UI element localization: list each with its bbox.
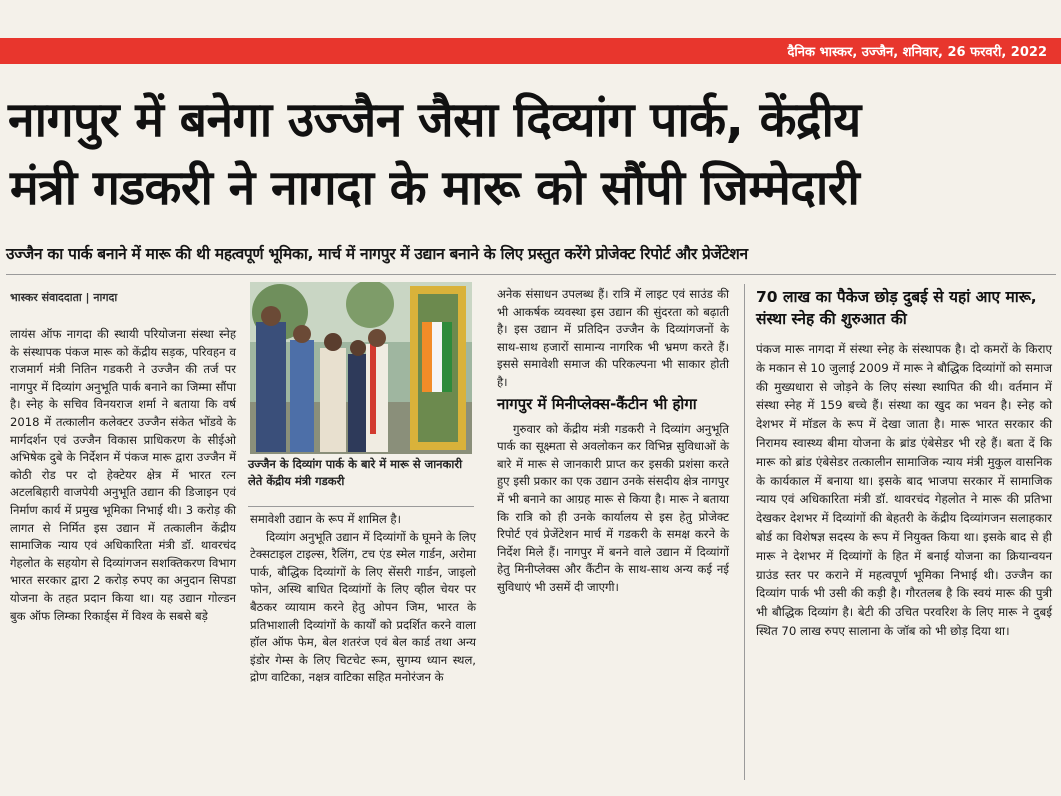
sidebar-paragraph: पंकज मारू नागदा में संस्था स्नेह के संस्थापक है। दो कमरों के किराए के मकान से 10 जुलाई 2009 में मारू ने बौद्धिक दिव्यांगों को समाज की मुख्यधारा से जोड़ने के लिए संस्था स्थापित की थी। वर्तमान में संस्था स्नेह में 159 बच्चे हैं। संस्था का खुद का भवन है। स्नेह को देशभर में मॉडल के रूप में देखा जाता है। मारू भारत सरकार की निरामय स्वास्थ्य बीमा योजना के ब्रांड एंबेसेडर भी रहे हैं। बता दें कि मारू को ब्रांड एंबेसेडर तत्कालीन सामाजिक न्याय मंत्री मुकुल वासनिक के कार्यकाल में बनाया था। इसके बाद भाजपा सरकार में सामाजिक न्याय एवं अधिकारिता मंत्री डॉ. थावरचंद गेहलोत ने मारू की प्रतिभा देखकर देशभर में दिव्यांगों की बेहतरी के केंद्रीय दिव्यांगजन सलाहकार बोर्ड का विशेषज्ञ सदस्य के रूप में नियुक्त किया था। इसके बाद से ही मारू ने देशभर में दिव्यांगों के हित में बनाई योजना का क्रियान्वयन ग्राउंड स्तर पर कराने में महत्वपूर्ण भूमिका निभाई थी। उज्जैन का दिव्यांग पार्क भी उसी की कड़ी है। गौरतलब है कि स्वयं मारू की पुत्री भी बौद्धिक दिव्यांग है। बेटी की उचित परवरिश के लिए मारू ने दुबई स्थित 70 लाख रुपए सालाना के जॉब को भी छोड़ दिया था। — [756, 342, 1052, 638]
caption-rule — [248, 506, 474, 507]
article-paragraph: गुरुवार को केंद्रीय मंत्री गडकरी ने दिव्यांग अनुभूति पार्क का सूक्ष्मता से अवलोकन कर विभिन्न सुविधाओं के बारे में मारू से जानकारी प्राप्त कर इसकी प्रशंसा करते हुए इसी प्रकार का एक उद्यान उनके संसदीय क्षेत्र नागपुर में भी बनाने का आग्रह मारू से किया है। मारू ने बताया कि रात्रि को ही उनके कार्यालय से इस हेतु प्रोजेक्ट रिपोर्ट एवं प्रेजेंटेशन मार्च में गडकरी के समक्ष करने के निर्देश मिले हैं। नागपुर में बनने वाले उद्यान में दिव्यांगों हेतु मिनीप्लेक्स और कैंटीन के साथ-साथ अन्य कई नई सुविधाएं भी उसमें दी जाएगी। — [497, 421, 729, 594]
sub-headline: उज्जैन का पार्क बनाने में मारू की थी महत्वपूर्ण भूमिका, मार्च में नागपुर में उद्यान बनाने के लिए प्रस्तुत करेंगे प्रोजेक्ट रिपोर्ट और प्रेजेंटेशन — [6, 245, 748, 263]
masthead-bar — [0, 38, 1061, 64]
sidebar-headline: 70 लाख का पैकेज छोड़ दुबई से यहां आए मारू, संस्था स्नेह की शुरुआत की — [756, 288, 1037, 328]
sidebar-body — [756, 340, 1052, 641]
article-paragraph: समावेशी उद्यान के रूप में शामिल है। — [250, 512, 401, 526]
article-paragraph: लायंस ऑफ नागदा की स्थायी परियोजना संस्था स्नेह के संस्थापक पंकज मारू को केंद्रीय सड़क, परिवहन व राजमार्ग मंत्री नितिन गडकरी ने उज्जैन की तर्ज पर नागपुर में दिव्यांग अनुभूति पार्क बनाने का जिम्मा सौंपा है। स्नेह के सचिव विनयराज शर्मा ने बताया कि वर्ष 2018 में तत्कालीन कलेक्टर उज्जैन संकेत भोंडवे के मार्गदर्शन एवं उज्जैन विकास प्राधिकरण के सीईओ अभिषेक दुबे के निर्देशन में पंकज मारू द्वारा उज्जैन में कोठी रोड पर दो हेक्टेयर क्षेत्र में भारत रत्न अटलबिहारी वाजपेयी अनुभूति उद्यान की डिजाइन एवं निर्माण कार्य में प्रमुख भूमिका निभाई थी। 3 करोड़ की लागत से निर्मित इस उद्यान में तत्कालीन केंद्रीय सामाजिक न्याय एवं अधिकारिता मंत्री डॉ. थावरचंद गेहलोत के सहयोग से दिव्यांगजन सशक्तिकरण विभाग भारत सरकार द्वारा 2 करोड़ रुपए का अनुदान सिपडा योजना के तहत प्रदान किया था। यह उद्यान गोल्डन बुक ऑफ लिम्का रिकार्ड्स में विश्व के सबसे बड़े — [10, 327, 236, 623]
article-paragraph: दिव्यांग अनुभूति उद्यान में दिव्यांगों के घूमने के लिए टेक्सटाइल टाइल्स, रैलिंग, टच एंड स्मेल गार्डन, अरोमा पार्क, बौद्धिक दिव्यांगों के लिए सेंसरी गार्डन, जाइलो फोन, अस्थि बाधित दिव्यांगों के लिए व्हील चेयर पर बैठकर व्यायाम करने हेतु ओपन जिम, भारत के प्रतिभाशाली दिव्यांगों के कार्यों को प्रदर्शित करने वाला हॉल ऑफ फेम, बेल शतरंज एवं बेल कार्ड तथा अन्य इंडोर गेम्स के लिए चिटचेट रूम, सुगम्य ध्यान स्थल, द्रोण वाटिका, नक्षत्र वाटिका सहित मनोरंजन के — [250, 529, 476, 685]
article-column-3 — [497, 286, 729, 597]
masthead-dateline: दैनिक भास्कर, उज्जैन, शनिवार, 26 फरवरी, 2022 — [787, 45, 1047, 60]
photo-caption: उज्जैन के दिव्यांग पार्क के बारे में मारू से जानकारी लेते केंद्रीय मंत्री गडकरी — [248, 457, 463, 488]
divider-rule — [6, 274, 1056, 275]
article-column-2 — [250, 511, 476, 687]
article-paragraph: अनेक संसाधन उपलब्ध हैं। रात्रि में लाइट एवं साउंड की भी आकर्षक व्यवस्था इस उद्यान की सुंदरता को बढ़ाती है। इस उद्यान में प्रतिदिन उज्जैन के दिव्यांगजनों के साथ-साथ हजारों सामान्य नागरिक भी भ्रमण करते हैं। इससे समावेशी समाज की परिकल्पना भी साकार होती है। — [497, 287, 729, 389]
sidebar-divider — [744, 284, 745, 780]
headline-line-2: मंत्री गडकरी ने नागदा के मारू को सौंपी जिम्मेदारी — [10, 160, 860, 216]
section-subheading: नागपुर में मिनीप्लेक्स-कैंटीन भी होगा — [497, 394, 697, 413]
main-headline — [8, 86, 1056, 222]
photo-illustration — [250, 282, 472, 454]
article-column-1 — [10, 326, 236, 625]
headline-line-1: नागपुर में बनेगा उज्जैन जैसा दिव्यांग पार्क, केंद्रीय — [8, 92, 861, 148]
byline: भास्कर संवाददाता | नागदा — [10, 291, 118, 304]
news-photo — [250, 282, 472, 454]
